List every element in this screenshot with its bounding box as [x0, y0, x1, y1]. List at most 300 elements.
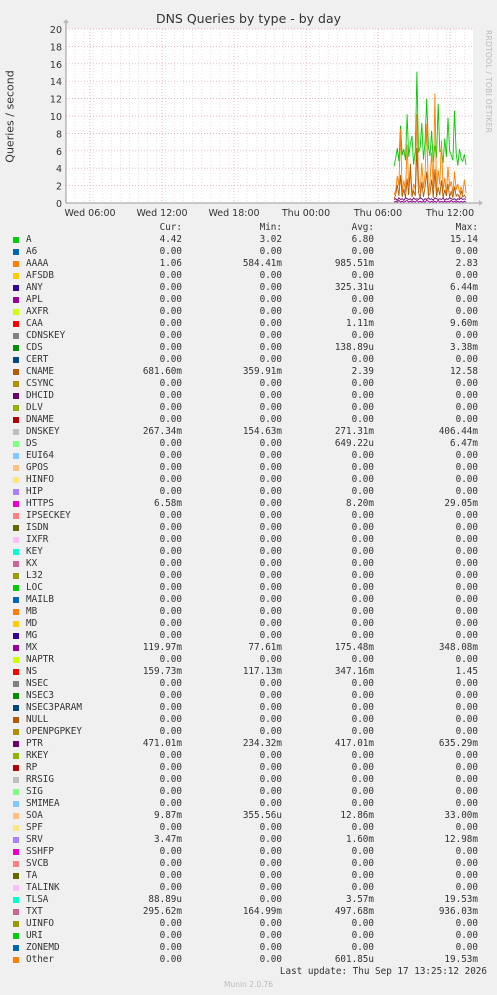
legend-row-nsec3	[0, 690, 497, 702]
legend-row-csync	[0, 378, 497, 390]
legend-row-naptr	[0, 654, 497, 666]
legend-avg: 0.00	[351, 606, 374, 617]
legend-max: 0.00	[455, 546, 478, 557]
legend-cur: 0.00	[159, 330, 182, 341]
legend-min: 164.99m	[242, 906, 282, 917]
legend-max: 9.60m	[450, 318, 478, 329]
legend-cur: 0.00	[159, 522, 182, 533]
legend-max: 0.00	[455, 726, 478, 737]
x-tick-label: Wed 06:00	[64, 208, 116, 219]
legend-max: 6.44m	[450, 282, 478, 293]
legend-swatch	[13, 861, 19, 867]
legend-avg: 325.31u	[334, 282, 374, 293]
legend-max: 19.53m	[444, 894, 478, 905]
legend-cur: 0.00	[159, 582, 182, 593]
legend-name: CNAME	[26, 366, 54, 377]
legend-cur: 9.87m	[154, 810, 182, 821]
legend-row-cdnskey	[0, 330, 497, 342]
legend-row-any	[0, 282, 497, 294]
legend-swatch	[13, 381, 19, 387]
legend-swatch	[13, 513, 19, 519]
legend-max: 406.44m	[438, 426, 478, 437]
legend-cur: 0.00	[159, 678, 182, 689]
legend-min: 0.00	[259, 462, 282, 473]
legend-cur: 0.00	[159, 750, 182, 761]
legend-avg: 0.00	[351, 582, 374, 593]
legend-swatch	[13, 297, 19, 303]
legend-min: 117.13m	[242, 666, 282, 677]
legend-row-aaaa	[0, 258, 497, 270]
legend-avg: 0.00	[351, 594, 374, 605]
legend-min: 0.00	[259, 402, 282, 413]
legend-cur: 0.00	[159, 246, 182, 257]
legend-swatch	[13, 669, 19, 675]
legend-header	[0, 222, 497, 234]
legend-avg: 3.57m	[346, 894, 374, 905]
legend-min: 0.00	[259, 414, 282, 425]
legend-min: 0.00	[259, 438, 282, 449]
legend-avg: 12.86m	[340, 810, 374, 821]
legend-row-eui64	[0, 450, 497, 462]
legend-cur: 0.00	[159, 594, 182, 605]
legend-min: 0.00	[259, 354, 282, 365]
legend-name: ANY	[26, 282, 43, 293]
legend-row-mb	[0, 606, 497, 618]
legend-avg: 0.00	[351, 930, 374, 941]
legend-min: 0.00	[259, 726, 282, 737]
legend-name: MX	[26, 642, 38, 653]
legend-name: CSYNC	[26, 378, 54, 389]
legend-row-uinfo	[0, 918, 497, 930]
legend-name: AXFR	[26, 306, 49, 317]
legend-max: 0.00	[455, 330, 478, 341]
legend-avg: 985.51m	[334, 258, 374, 269]
legend-swatch	[13, 597, 19, 603]
legend-avg: 0.00	[351, 762, 374, 773]
legend-row-ixfr	[0, 534, 497, 546]
legend-name: OPENPGPKEY	[26, 726, 82, 737]
x-tick-label: Wed 18:00	[208, 208, 260, 219]
y-tick-label: 18	[49, 42, 62, 54]
legend-row-ns	[0, 666, 497, 678]
legend-max: 0.00	[455, 294, 478, 305]
legend-cur: 6.58m	[154, 498, 182, 509]
legend-avg: 0.00	[351, 474, 374, 485]
legend-min: 0.00	[259, 330, 282, 341]
legend-cur: 0.00	[159, 882, 182, 893]
legend-min: 0.00	[259, 306, 282, 317]
legend-max: 0.00	[455, 654, 478, 665]
legend-row-talink	[0, 882, 497, 894]
legend-name: HINFO	[26, 474, 54, 485]
legend-max: 15.14	[450, 234, 478, 245]
legend-name: L32	[26, 570, 43, 581]
legend-swatch	[13, 777, 19, 783]
legend-name: IXFR	[26, 534, 49, 545]
legend-swatch	[13, 753, 19, 759]
legend-max: 1.45	[455, 666, 478, 677]
legend-swatch	[13, 609, 19, 615]
legend-swatch	[13, 525, 19, 531]
legend-max: 33.00m	[444, 810, 478, 821]
legend-max: 0.00	[455, 618, 478, 629]
legend-cur: 0.00	[159, 798, 182, 809]
legend-max: 348.08m	[438, 642, 478, 653]
legend-cur: 0.00	[159, 450, 182, 461]
rrdtool-credit: RRDTOOL / TOBI OETIKER	[484, 30, 493, 134]
legend-min: 0.00	[259, 822, 282, 833]
legend-avg: 649.22u	[334, 438, 374, 449]
legend-avg: 0.00	[351, 294, 374, 305]
legend-max: 0.00	[455, 510, 478, 521]
legend-cur: 0.00	[159, 774, 182, 785]
legend-cur: 0.00	[159, 354, 182, 365]
legend-swatch	[13, 681, 19, 687]
legend-avg: 0.00	[351, 822, 374, 833]
legend-min: 0.00	[259, 630, 282, 641]
y-tick-label: 20	[49, 25, 62, 36]
legend-row-nsec3param	[0, 702, 497, 714]
legend-name: SSHFP	[26, 846, 54, 857]
x-axis-arrow	[479, 200, 483, 206]
legend-name: NS	[26, 666, 38, 677]
legend-name: MG	[26, 630, 38, 641]
legend-name: GPOS	[26, 462, 49, 473]
legend-name: TA	[26, 870, 38, 881]
legend-cur: 0.00	[159, 858, 182, 869]
legend-name: NSEC3PARAM	[26, 702, 82, 713]
legend-cur: 4.42	[159, 234, 182, 245]
legend-max: 0.00	[455, 630, 478, 641]
legend-max: 0.00	[455, 750, 478, 761]
legend-swatch	[13, 561, 19, 567]
legend-avg: 0.00	[351, 750, 374, 761]
legend-swatch	[13, 909, 19, 915]
legend-cur: 0.00	[159, 318, 182, 329]
legend-swatch	[13, 537, 19, 543]
legend-name: CDNSKEY	[26, 330, 66, 341]
legend-min: 355.56u	[242, 810, 282, 821]
legend-avg: 0.00	[351, 726, 374, 737]
legend-max: 0.00	[455, 798, 478, 809]
legend-name: IPSECKEY	[26, 510, 71, 521]
legend-cur: 88.89u	[148, 894, 182, 905]
legend-min: 0.00	[259, 846, 282, 857]
legend-row-mg	[0, 630, 497, 642]
legend-header-min: Min:	[259, 222, 282, 233]
legend-max: 0.00	[455, 678, 478, 689]
legend-max: 0.00	[455, 534, 478, 545]
legend-swatch	[13, 873, 19, 879]
legend-row-tlsa	[0, 894, 497, 906]
legend-name: AFSDB	[26, 270, 54, 281]
legend-name: SIG	[26, 786, 43, 797]
legend-name: NULL	[26, 714, 49, 725]
legend-header-max: Max:	[455, 222, 478, 233]
legend-max: 0.00	[455, 270, 478, 281]
legend-min: 0.00	[259, 702, 282, 713]
legend-row-dnskey	[0, 426, 497, 438]
legend-name: HTTPS	[26, 498, 54, 509]
legend-max: 0.00	[455, 942, 478, 953]
legend-avg: 2.39	[351, 366, 374, 377]
legend-name: MB	[26, 606, 38, 617]
legend-name: CERT	[26, 354, 49, 365]
legend-row-dname	[0, 414, 497, 426]
legend-swatch	[13, 261, 19, 267]
x-tick-label: Wed 12:00	[136, 208, 188, 219]
legend-name: TALINK	[26, 882, 60, 893]
legend-row-https	[0, 498, 497, 510]
legend-avg: 0.00	[351, 630, 374, 641]
y-axis-label: Queries / second	[3, 70, 17, 163]
legend-min: 0.00	[259, 798, 282, 809]
legend-cur: 0.00	[159, 954, 182, 965]
legend-cur: 0.00	[159, 618, 182, 629]
legend-swatch	[13, 789, 19, 795]
legend-avg: 0.00	[351, 618, 374, 629]
legend-header-avg: Avg:	[351, 222, 374, 233]
y-tick-label: 10	[49, 112, 62, 123]
legend-min: 0.00	[259, 582, 282, 593]
legend-min: 0.00	[259, 714, 282, 725]
legend-name: CDS	[26, 342, 43, 353]
legend-min: 0.00	[259, 750, 282, 761]
y-tick-label: 2	[55, 181, 62, 193]
legend-row-srv	[0, 834, 497, 846]
legend-row-null	[0, 714, 497, 726]
legend-swatch	[13, 957, 19, 963]
munin-version: Munin 2.0.76	[223, 980, 274, 989]
legend-max: 0.00	[455, 786, 478, 797]
legend-cur: 267.34m	[142, 426, 182, 437]
legend-swatch	[13, 585, 19, 591]
legend-swatch	[13, 501, 19, 507]
legend-swatch	[13, 885, 19, 891]
legend-cur: 471.01m	[142, 738, 182, 749]
legend-swatch	[13, 441, 19, 447]
legend-avg: 0.00	[351, 714, 374, 725]
legend-row-apl	[0, 294, 497, 306]
legend-max: 0.00	[455, 582, 478, 593]
legend-min: 0.00	[259, 510, 282, 521]
legend-cur: 0.00	[159, 918, 182, 929]
legend-row-zonemd	[0, 942, 497, 954]
legend-row-afsdb	[0, 270, 497, 282]
legend-name: ISDN	[26, 522, 49, 533]
legend-row-dhcid	[0, 390, 497, 402]
legend-row-axfr	[0, 306, 497, 318]
legend-cur: 119.97m	[142, 642, 182, 653]
legend-max: 0.00	[455, 522, 478, 533]
legend-row-other	[0, 954, 497, 966]
legend-avg: 0.00	[351, 534, 374, 545]
legend-row-sshfp	[0, 846, 497, 858]
legend-row-mx	[0, 642, 497, 654]
legend-name: NSEC	[26, 678, 49, 689]
legend-cur: 0.00	[159, 702, 182, 713]
legend-max: 936.03m	[438, 906, 478, 917]
legend-min: 0.00	[259, 654, 282, 665]
legend-min: 234.32m	[242, 738, 282, 749]
legend-avg: 0.00	[351, 570, 374, 581]
legend-name: APL	[26, 294, 43, 305]
legend-avg: 0.00	[351, 522, 374, 533]
legend-cur: 0.00	[159, 762, 182, 773]
legend-avg: 0.00	[351, 414, 374, 425]
legend-min: 0.00	[259, 786, 282, 797]
legend-min: 0.00	[259, 894, 282, 905]
legend-max: 29.05m	[444, 498, 478, 509]
legend-name: ZONEMD	[26, 942, 60, 953]
legend-swatch	[13, 633, 19, 639]
legend-cur: 0.00	[159, 942, 182, 953]
legend-name: DLV	[26, 402, 43, 413]
legend-cur: 0.00	[159, 438, 182, 449]
legend-avg: 417.01m	[334, 738, 374, 749]
legend-cur: 0.00	[159, 726, 182, 737]
legend-swatch	[13, 645, 19, 651]
legend-max: 0.00	[455, 918, 478, 929]
legend-avg: 0.00	[351, 798, 374, 809]
legend-avg: 0.00	[351, 486, 374, 497]
legend-min: 0.00	[259, 930, 282, 941]
legend-min: 0.00	[259, 774, 282, 785]
legend-avg: 0.00	[351, 390, 374, 401]
legend-swatch	[13, 849, 19, 855]
legend-max: 3.38m	[450, 342, 478, 353]
legend-max: 0.00	[455, 858, 478, 869]
legend-min: 0.00	[259, 762, 282, 773]
legend-row-md	[0, 618, 497, 630]
legend-min: 584.41m	[242, 258, 282, 269]
y-tick-label: 0	[55, 199, 62, 210]
y-tick-label: 4	[55, 164, 62, 176]
legend-swatch	[13, 333, 19, 339]
legend-cur: 0.00	[159, 654, 182, 665]
legend-avg: 0.00	[351, 690, 374, 701]
legend-max: 0.00	[455, 390, 478, 401]
legend-swatch	[13, 393, 19, 399]
legend-cur: 0.00	[159, 630, 182, 641]
legend-swatch	[13, 933, 19, 939]
legend-max: 6.47m	[450, 438, 478, 449]
legend-avg: 0.00	[351, 378, 374, 389]
legend-row-rkey	[0, 750, 497, 762]
legend-max: 0.00	[455, 462, 478, 473]
legend-min: 0.00	[259, 834, 282, 845]
legend-swatch	[13, 729, 19, 735]
legend-min: 0.00	[259, 486, 282, 497]
legend-min: 0.00	[259, 870, 282, 881]
legend-cur: 159.73m	[142, 666, 182, 677]
legend-row-caa	[0, 318, 497, 330]
legend-name: KX	[26, 558, 38, 569]
legend-row-ta	[0, 870, 497, 882]
legend-name: TLSA	[26, 894, 49, 905]
legend-name: MD	[26, 618, 38, 629]
legend-avg: 8.20m	[346, 498, 374, 509]
legend-name: DNAME	[26, 414, 54, 425]
legend-max: 0.00	[455, 558, 478, 569]
x-tick-label: Thu 12:00	[425, 208, 475, 219]
legend-min: 0.00	[259, 942, 282, 953]
legend-min: 0.00	[259, 390, 282, 401]
legend-max: 2.83	[455, 258, 478, 269]
legend-swatch	[13, 825, 19, 831]
legend-swatch	[13, 237, 19, 243]
legend-max: 0.00	[455, 402, 478, 413]
legend-avg: 175.48m	[334, 642, 374, 653]
legend-max: 0.00	[455, 774, 478, 785]
legend-name: LOC	[26, 582, 43, 593]
legend-cur: 0.00	[159, 846, 182, 857]
legend-avg: 0.00	[351, 870, 374, 881]
legend-cur: 0.00	[159, 690, 182, 701]
legend-row-cname	[0, 366, 497, 378]
legend-row-spf	[0, 822, 497, 834]
legend-swatch	[13, 273, 19, 279]
legend-max: 0.00	[455, 846, 478, 857]
legend-cur: 295.62m	[142, 906, 182, 917]
legend-min: 0.00	[259, 594, 282, 605]
legend-swatch	[13, 837, 19, 843]
legend-name: DS	[26, 438, 38, 449]
legend-avg: 0.00	[351, 774, 374, 785]
legend-min: 0.00	[259, 690, 282, 701]
legend-cur: 0.00	[159, 306, 182, 317]
legend-row-hinfo	[0, 474, 497, 486]
y-tick-label: 12	[49, 94, 62, 106]
legend-swatch	[13, 489, 19, 495]
legend-name: NAPTR	[26, 654, 54, 665]
legend-header-cur: Cur:	[159, 222, 182, 233]
legend-avg: 0.00	[351, 510, 374, 521]
legend-swatch	[13, 693, 19, 699]
legend-swatch	[13, 741, 19, 747]
legend-min: 0.00	[259, 954, 282, 965]
legend-cur: 0.00	[159, 546, 182, 557]
legend-cur: 0.00	[159, 462, 182, 473]
legend-max: 0.00	[455, 930, 478, 941]
legend-avg: 1.60m	[346, 834, 374, 845]
legend-avg: 0.00	[351, 354, 374, 365]
legend-min: 0.00	[259, 342, 282, 353]
legend-swatch	[13, 453, 19, 459]
legend-row-txt	[0, 906, 497, 918]
legend-swatch	[13, 621, 19, 627]
legend-avg: 347.16m	[334, 666, 374, 677]
legend-swatch	[13, 717, 19, 723]
legend-max: 0.00	[455, 690, 478, 701]
y-axis-arrow	[63, 19, 69, 23]
legend-row-ds	[0, 438, 497, 450]
legend-swatch	[13, 417, 19, 423]
legend-name: SPF	[26, 822, 43, 833]
legend-cur: 681.60m	[142, 366, 182, 377]
legend-min: 0.00	[259, 918, 282, 929]
legend-row-a6	[0, 246, 497, 258]
legend-min: 0.00	[259, 378, 282, 389]
legend-max: 0.00	[455, 354, 478, 365]
legend-swatch	[13, 705, 19, 711]
legend-name: SOA	[26, 810, 43, 821]
legend-row-rp	[0, 762, 497, 774]
legend-max: 0.00	[455, 450, 478, 461]
legend-row-isdn	[0, 522, 497, 534]
legend-min: 0.00	[259, 270, 282, 281]
last-update: Last update: Thu Sep 17 13:25:12 2026	[279, 966, 487, 977]
